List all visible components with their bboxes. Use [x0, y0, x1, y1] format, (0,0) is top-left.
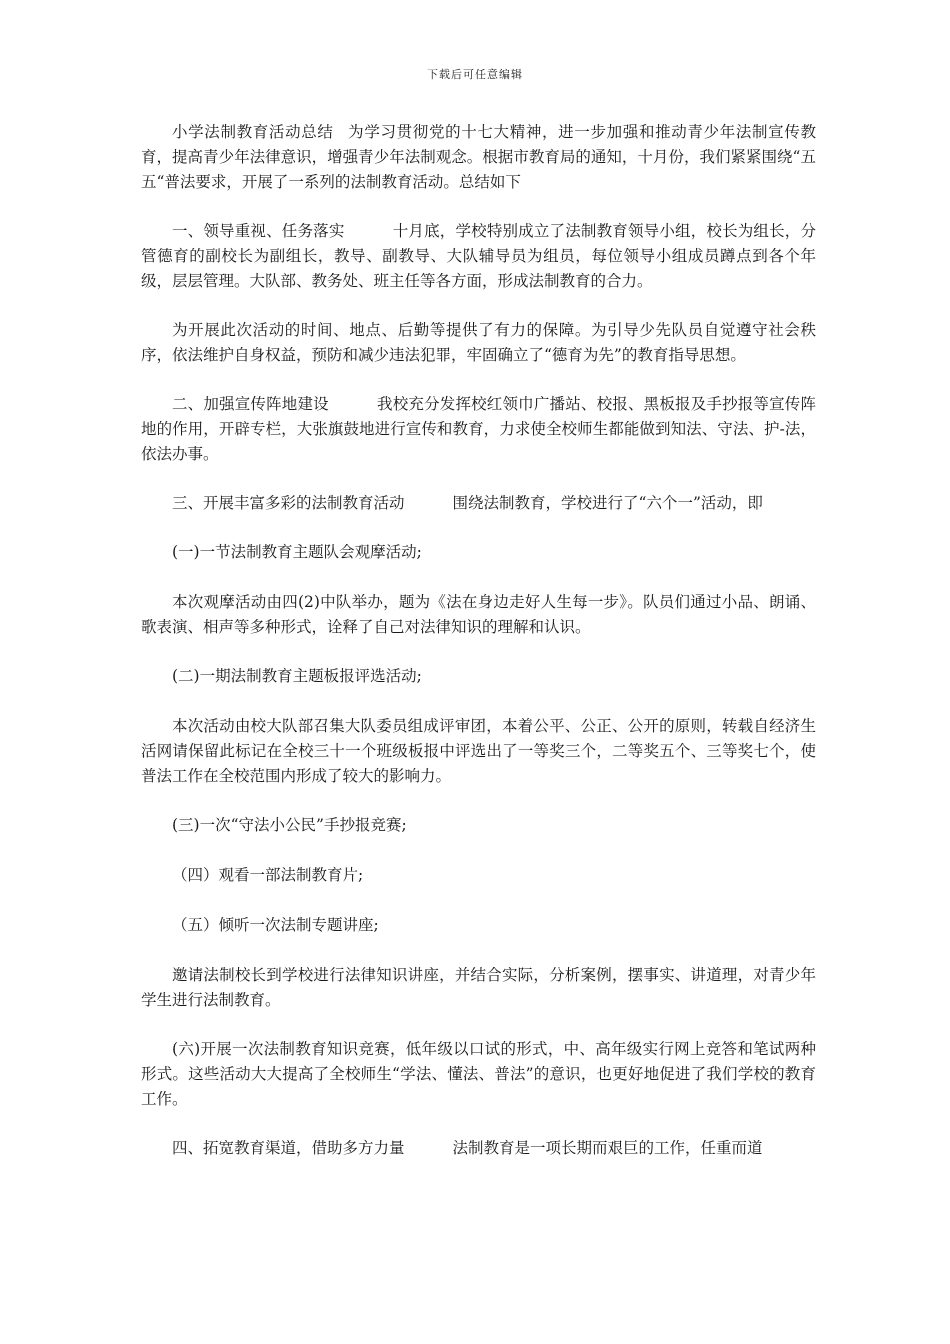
- activity-item-3: (三)一次“守法小公民”手抄报竞赛;: [172, 816, 407, 834]
- section-3-text: 围绕法制教育，学校进行了“六个一”活动，即: [452, 494, 763, 512]
- activity-item-2: (二)一期法制教育主题板报评选活动;: [172, 667, 422, 685]
- paragraph-activity-6: (六)开展一次法制教育知识竞赛，低年级以口试的形式，中、高年级实行网上竞答和笔试两种形式。这些活动大大提高了全校师生“学法、懂法、普法”的意识，也更好地促进了我们学校的教育工作。: [141, 1040, 816, 1108]
- document-title: 小学法制教育活动总结: [172, 123, 334, 141]
- paragraph-section-4: [141, 1136, 816, 1161]
- paragraph-support: 为开展此次活动的时间、地点、后勤等提供了有力的保障。为引导少先队员自觉遵守社会秩序，依法维护自身权益，预防和减少违法犯罪，牢固确立了“德育为先”的教育指导思想。: [141, 321, 816, 364]
- document-body: [141, 120, 816, 1185]
- header-note: 下载后可任意编辑: [427, 68, 523, 81]
- section-1-heading: 一、领导重视、任务落实: [172, 222, 345, 240]
- paragraph-activity-5-detail: 邀请法制校长到学校进行法律知识讲座，并结合实际，分析案例，摆事实、讲道理，对青少年学生进行法制教育。: [141, 966, 816, 1009]
- activity-item-4: （四）观看一部法制教育片;: [172, 866, 364, 884]
- paragraph-section-3: [141, 491, 816, 516]
- paragraph-section-2: [141, 392, 816, 467]
- intro-text: 为学习贯彻党的十七大精神，进一步加强和推动青少年法制宣传教育，提高青少年法律意识，增强青少年法制观念。根据市教育局的通知，十月份，我们紧紧围绕“五五“普法要求，开展了一系列的法制教育活动。总结如下: [141, 123, 816, 191]
- section-4-text: 法制教育是一项长期而艰巨的工作，任重而道: [452, 1139, 763, 1157]
- paragraph-activity-2-detail: 本次活动由校大队部召集大队委员组成评审团，本着公平、公正、公开的原则，转载自经济生活网请保留此标记在全校三十一个班级板报中评选出了一等奖三个，二等奖五个、三等奖七个，使普法工作在全校范围内形成了较大的影响力。: [141, 717, 816, 785]
- section-3-heading: 三、开展丰富多彩的法制教育活动: [172, 494, 405, 512]
- section-2-text: 我校充分发挥校红领巾广播站、校报、黑板报及手抄报等宣传阵地的作用，开辟专栏，大张旗鼓地进行宣传和教育，力求使全校师生都能做到知法、守法、护-法，依法办事。: [141, 395, 816, 463]
- activity-item-1: (一)一节法制教育主题队会观摩活动;: [172, 543, 422, 561]
- section-4-heading: 四、拓宽教育渠道，借助多方力量: [172, 1139, 405, 1157]
- section-1-text: 十月底，学校特别成立了法制教育领导小组，校长为组长，分管德育的副校长为副组长，教导、副教导、大队辅导员为组员，每位领导小组成员蹲点到各个年级，层层管理。大队部、教务处、班主任等各方面，形成法制教育的合力。: [141, 222, 816, 290]
- section-2-heading: 二、加强宣传阵地建设: [172, 395, 329, 413]
- activity-item-5: （五）倾听一次法制专题讲座;: [172, 916, 379, 934]
- paragraph-intro: [141, 120, 816, 195]
- paragraph-activity-1-detail: 本次观摩活动由四(2)中队举办，题为《法在身边走好人生每一步》。队员们通过小品、朗诵、歌表演、相声等多种形式，诠释了自己对法律知识的理解和认识。: [141, 593, 816, 636]
- paragraph-section-1: [141, 219, 816, 294]
